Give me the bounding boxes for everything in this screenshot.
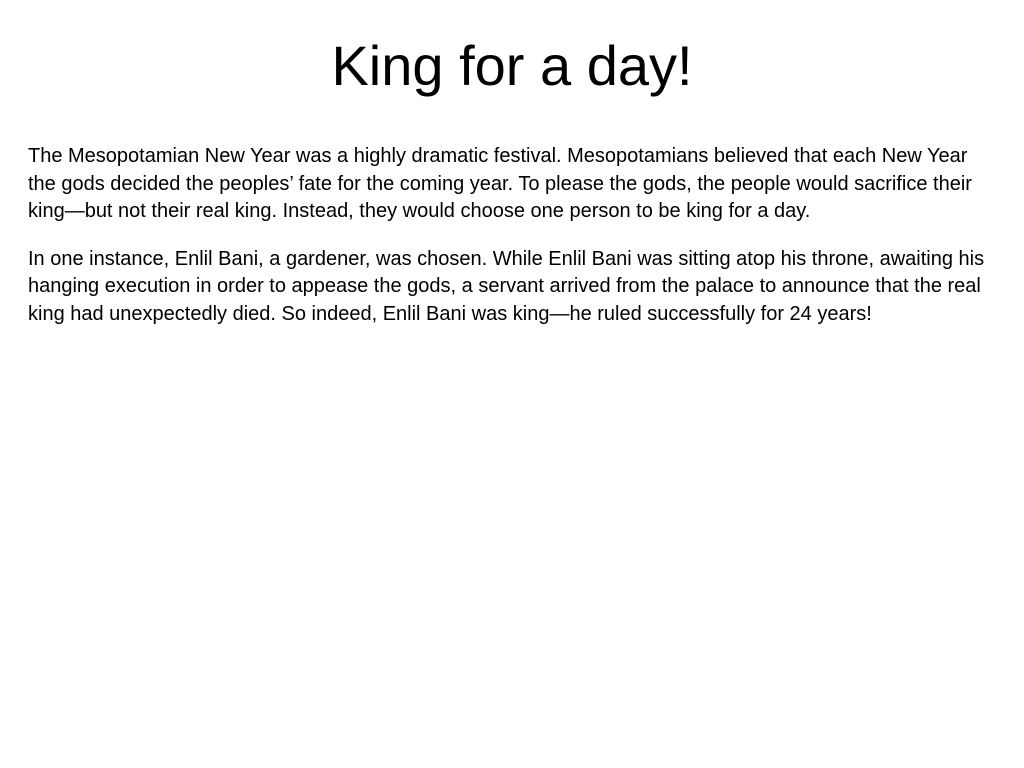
paragraph-enlil-bani-story: In one instance, Enlil Bani, a gardener, was chosen. While Enlil Bani was sitting atop his throne, awaiting his hanging execution in order to appease the gods, a servant arrived from the palace to announce that the real king had unexpectedly died. So indeed, Enlil Bani was king—he ruled successfully for 24 years!	[28, 247, 985, 325]
slide-body	[28, 143, 996, 348]
slide-title: King for a day!	[331, 34, 693, 97]
paragraph-new-year-festival: The Mesopotamian New Year was a highly dramatic festival. Mesopotamians believed that each New Year the gods decided the peoples’ fate for the coming year. To please the gods, the people would sacrifice their king—but not their real king. Instead, they would choose one person to be king for a day.	[28, 145, 972, 222]
